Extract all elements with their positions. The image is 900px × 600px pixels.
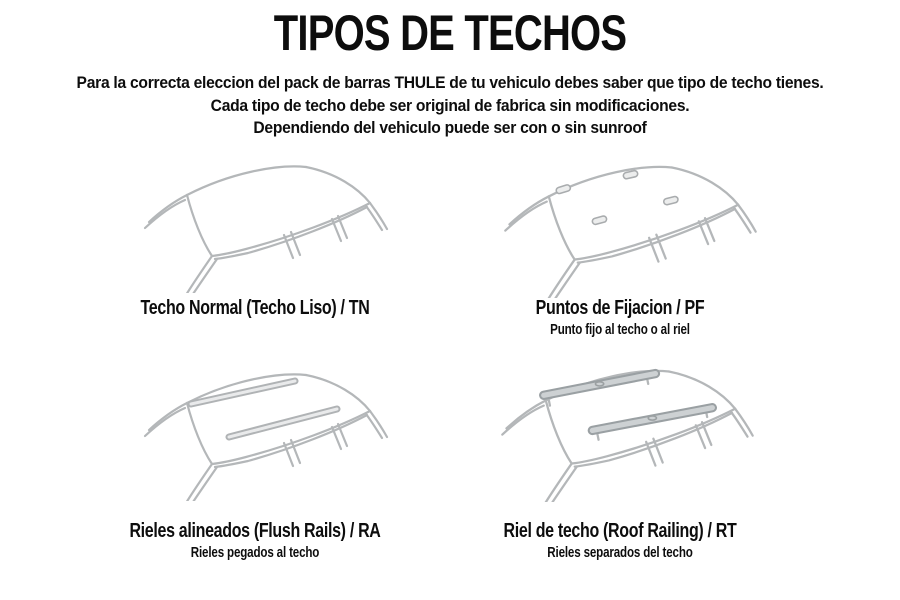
fixpoints [555, 170, 678, 225]
car-roof-outline [505, 167, 755, 298]
roof-type-label: Rieles alineados (Flush Rails) / RA [129, 520, 381, 542]
car-roof-outline [145, 166, 387, 293]
roof-type-card-pf [492, 297, 748, 338]
car-roof-outline [502, 371, 752, 502]
roof-type-label: Techo Normal (Techo Liso) / TN [140, 297, 370, 319]
intro-text [36, 72, 864, 140]
roof-type-sublabel: Rieles separados del techo [547, 545, 693, 561]
normal-roof-illustration [135, 158, 425, 293]
roof-type-sublabel: Punto fijo al techo o al riel [550, 322, 690, 338]
intro-line: Cada tipo de techo debe ser original de fabrica sin modificaciones. [210, 95, 690, 115]
roof-type-card-tn [127, 297, 383, 320]
roof-type-sublabel: Rieles pegados al techo [190, 545, 320, 561]
page-title: TIPOS DE TECHOS [273, 5, 627, 61]
intro-line: Dependiendo del vehiculo puede ser con o sin sunroof [253, 118, 647, 137]
roof-type-label: Puntos de Fijacion / PF [535, 297, 705, 319]
roof-type-label: Riel de techo (Roof Railing) / RT [503, 520, 737, 542]
roof-type-card-ra [127, 520, 383, 561]
flush-rails [191, 381, 337, 437]
car-roof-outline [145, 374, 387, 501]
intro-line: Para la correcta eleccion del pack de barras THULE de tu vehiculo debes saber que tipo de techo tienes. [76, 73, 824, 92]
roof-type-card-rt [492, 520, 748, 561]
flush-rails-roof-illustration [135, 366, 425, 501]
fixpoint-roof-illustration [495, 158, 795, 298]
roof-railing-illustration [492, 362, 792, 502]
